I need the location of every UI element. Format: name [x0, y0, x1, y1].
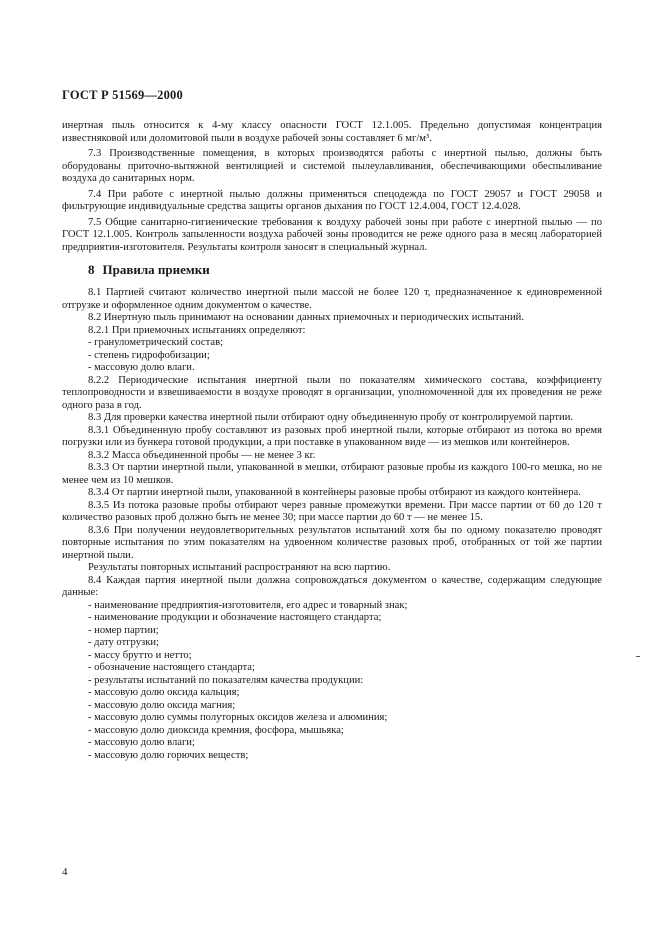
list-item: - обозначение настоящего стандарта; [88, 662, 255, 673]
list-item: - массовую долю влаги. [88, 362, 195, 373]
list-item: - массовую долю диоксида кремния, фосфора, мышьяка; [88, 724, 344, 736]
paragraph-8-2-2: 8.2.2 Периодические испытания инертной пыли по показателям химического состава, коэффициенту теплопроводности и взвешиваемости в воздухе проводят в организации, уполномоченной для их проведения не реже одного раза в год. [62, 374, 602, 411]
paragraph-7-5: 7.5 Общие санитарно-гигиенические требования к воздуху рабочей зоны при работе с инертной пылью — по ГОСТ 12.1.005. Контроль запыленности воздуха рабочей зоны проводится не реже одного раза в месяц лабораторией предприятия-изготовителя. Результаты контроля заносят в специальный журнал. [62, 216, 602, 253]
paragraph-8-3-2: 8.3.2 Масса объединенной пробы — не менее 3 кг. [88, 449, 316, 461]
document-header: ГОСТ Р 51569—2000 [62, 88, 183, 102]
paragraph-8-4: 8.4 Каждая партия инертной пыли должна сопровождаться документом о качестве, содержащим следующие данные: [62, 574, 602, 598]
paragraph-8-3-3: 8.3.3 От партии инертной пыли, упакованной в мешки, отбирают разовые пробы из каждого 100-го мешка, но не менее чем из 10 мешков. [62, 462, 602, 486]
page-number: 4 [62, 866, 68, 878]
paragraph-8-3-5: 8.3.5 Из потока разовые пробы отбирают через равные промежутки времени. При массе партии от 60 до 120 т количество разовых проб должно быть не менее 30; при массе партии до 60 т — не менее 15. [62, 499, 602, 523]
paragraph-8-3: 8.3 Для проверки качества инертной пыли отбирают одну объединенную пробу от контролируемой партии. [88, 412, 574, 423]
list-item: - результаты испытаний по показателям качества продукции: [88, 674, 364, 686]
document-body [62, 120, 602, 762]
list-item: - массовую долю суммы полуторных оксидов железа и алюминия; [88, 712, 388, 723]
section-8-number: 8 [88, 262, 95, 277]
paragraph-8-2-1: 8.2.1 При приемочных испытаниях определяют: [88, 324, 306, 336]
paragraph-8-2: 8.2 Инертную пыль принимают на основании данных приемочных и периодических испытаний. [88, 312, 524, 323]
list-item: - массовую долю оксида магния; [88, 699, 236, 711]
list-item: - степень гидрофобизации; [88, 349, 210, 361]
paragraph-8-3-6: 8.3.6 При получении неудовлетворительных результатов испытаний хотя бы по одному показателю проводят повторные испытания по этим показателям на удвоенном количестве разовых проб, отобранных от той же партии инертной пыли. [62, 524, 602, 561]
list-item: - гранулометрический состав; [88, 337, 224, 348]
list-item: - наименование предприятия-изготовителя, его адрес и товарный знак; [88, 599, 408, 611]
list-item: - номер партии; [88, 624, 159, 636]
paragraph-7-4: 7.4 При работе с инертной пылью должны применяться спецодежда по ГОСТ 29057 и ГОСТ 29058 и фильтрующие индивидуальные средства защиты органов дыхания по ГОСТ 12.4.004, ГОСТ 12.4.028. [62, 188, 602, 212]
section-8-title: Правила приемки [102, 262, 210, 277]
scan-mark [636, 656, 640, 657]
paragraph-8-3-4: 8.3.4 От партии инертной пыли, упакованной в контейнеры разовые пробы отбирают из каждого контейнера. [88, 487, 581, 498]
list-item: - массовую долю оксида кальция; [88, 687, 240, 698]
paragraph-8-3-1: 8.3.1 Объединенную пробу составляют из разовых проб инертной пыли, которые отбирают из потока во время погрузки или из бункера готовой продукции, а при поставке в упакованном виде — из мешков или контейнеров. [62, 424, 602, 448]
paragraph-repeat-results: Результаты повторных испытаний распространяют на всю партию. [88, 562, 391, 573]
list-item: - наименование продукции и обозначение настоящего стандарта; [88, 612, 382, 623]
list-item: - массовую долю влаги; [88, 737, 195, 748]
list-item: - дату отгрузки; [88, 637, 159, 648]
list-item: - массовую долю горючих веществ; [88, 749, 249, 761]
section-8-heading [88, 262, 602, 278]
paragraph-8-1: 8.1 Партией считают количество инертной пыли массой не более 120 т, предназначенное к единовременной отгрузке и оформленное одним документом о качестве. [62, 287, 602, 311]
paragraph-7-2-continuation: инертная пыль относится к 4-му классу опасности ГОСТ 12.1.005. Предельно допустимая концентрация известняковой или доломитовой пыли в воздухе рабочей зоны составляет 6 мг/м³. [62, 120, 602, 144]
paragraph-7-3: 7.3 Производственные помещения, в которых производятся работы с инертной пылью, должны быть оборудованы приточно-вытяжной вентиляцией и системой пылеулавливания, обеспечивающими обеспыливание воздуха до санитарных норм. [62, 148, 602, 184]
list-item: - массу брутто и нетто; [88, 649, 192, 661]
